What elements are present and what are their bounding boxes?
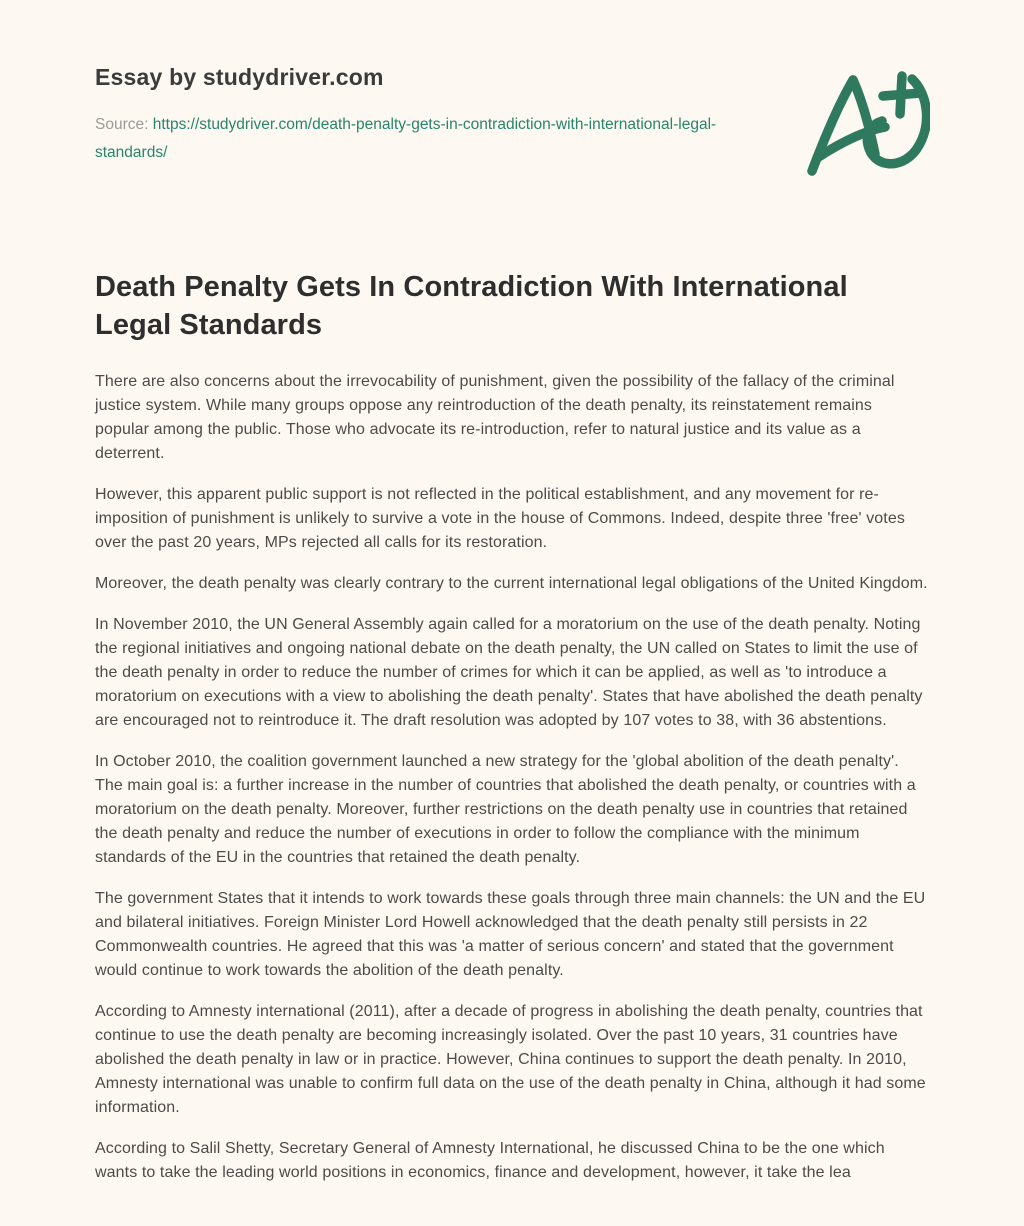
paragraph: The government States that it intends to work towards these goals through three main channels: the UN and the EU and bilateral initiatives. Foreign Minister Lord Howell acknowledged that the death penalty still persists in 22 Commonwealth countries. He agreed that this was 'a matter of serious concern' and stated that the government would continue to work towards the abolition of the death penalty. xyxy=(95,890,926,979)
paragraph: However, this apparent public support is not reflected in the political establishment, and any movement for re-imposition of punishment is unlikely to survive a vote in the house of Commons. Indeed, despite three 'free' votes over the past 20 years, MPs rejected all calls for its restoration. xyxy=(95,486,905,551)
article-body xyxy=(95,370,930,1185)
source-label: Source: xyxy=(95,116,149,133)
header-text-block xyxy=(95,64,775,167)
paragraph: Moreover, the death penalty was clearly contrary to the current international legal obligations of the United Kingdom. xyxy=(95,575,928,592)
document-title: Death Penalty Gets In Contradiction With International Legal Standards xyxy=(95,271,848,341)
source-url-link[interactable]: https://studydriver.com/death-penalty-gets-in-contradiction-with-international-legal-standards/ xyxy=(95,116,717,161)
source-line xyxy=(95,111,775,167)
paragraph: According to Salil Shetty, Secretary General of Amnesty International, he discussed China to be the one which wants to take the leading world positions in economics, finance and development, however, it take the lea xyxy=(95,1140,885,1181)
page-header xyxy=(95,64,930,176)
paragraph: In October 2010, the coalition government launched a new strategy for the 'global abolition of the death penalty'. The main goal is: a further increase in the number of countries that abolished the death penalty, or countries with a moratorium on the death penalty. Moreover, further restrictions on the death penalty use in countries that retained the death penalty and reduce the number of executions in order to follow the compliance with the minimum standards of the EU in the countries that retained the death penalty. xyxy=(95,753,916,866)
paragraph: According to Amnesty international (2011), after a decade of progress in abolishing the death penalty, countries that continue to use the death penalty are becoming increasingly isolated. Over the past 10 years, 31 countries have abolished the death penalty in law or in practice. However, China continues to support the death penalty. In 2010, Amnesty international was unable to confirm full data on the use of the death penalty in China, although it had some information. xyxy=(95,1003,926,1116)
paragraph: There are also concerns about the irrevocability of punishment, given the possibility of the fallacy of the criminal justice system. While many groups oppose any reintroduction of the death penalty, its reinstatement remains popular among the public. Those who advocate its re-introduction, refer to natural justice and its value as a deterrent. xyxy=(95,373,895,462)
a-plus-logo-icon xyxy=(802,70,930,176)
essay-by-heading: Essay by studydriver.com xyxy=(95,64,384,90)
paragraph: In November 2010, the UN General Assembly again called for a moratorium on the use of the death penalty. Noting the regional initiatives and ongoing national debate on the death penalty, the UN called on States to limit the use of the death penalty in order to reduce the number of crimes for which it can be applied, as well as 'to introduce a moratorium on executions with a view to abolishing the death penalty'. States that have abolished the death penalty are encouraged not to reintroduce it. The draft resolution was adopted by 107 votes to 38, with 36 abstentions. xyxy=(95,616,923,729)
